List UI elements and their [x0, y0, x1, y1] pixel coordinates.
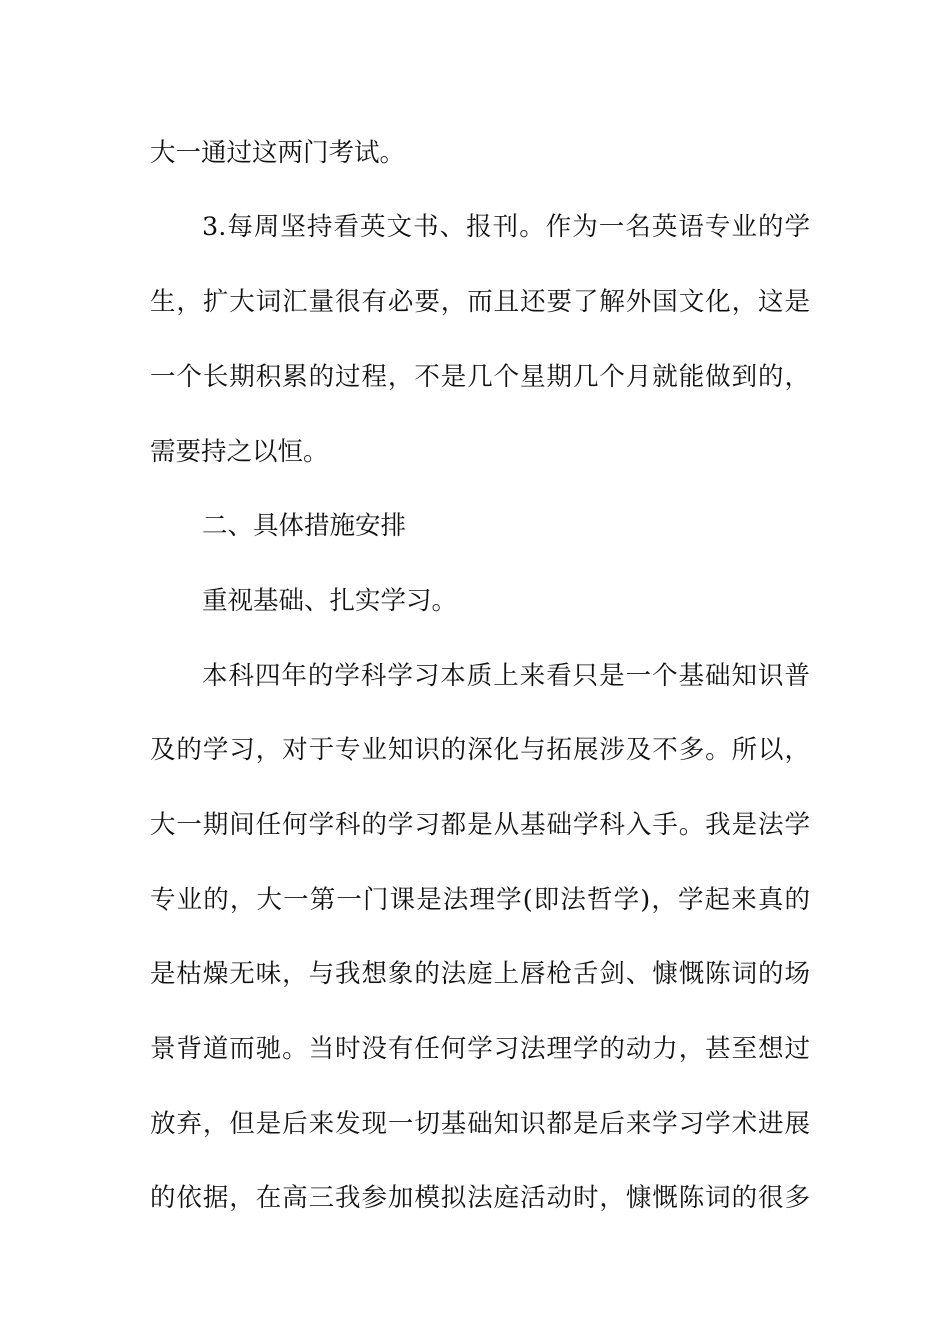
text-line: 放弃，但是后来发现一切基础知识都是后来学习学术进展	[150, 1109, 810, 1139]
text-line: 是枯燥无味，与我想象的法庭上唇枪舌剑、慷慨陈词的场	[150, 959, 810, 989]
text-line: 一个长期积累的过程，不是几个星期几个月就能做到的，	[150, 362, 810, 392]
text-line: 生，扩大词汇量很有必要，而且还要了解外国文化，这是	[150, 287, 810, 317]
text-line: 需要持之以恒。	[150, 437, 329, 467]
text-line: 本科四年的学科学习本质上来看只是一个基础知识普	[202, 661, 810, 691]
text-line: 重视基础、扎实学习。	[202, 586, 458, 616]
section-heading: 二、具体措施安排	[202, 511, 407, 541]
text-line: 及的学习，对于专业知识的深化与拓展涉及不多。所以，	[150, 735, 810, 765]
text-line: 大一通过这两门考试。	[150, 138, 406, 168]
text-line: 专业的，大一第一门课是法理学(即法哲学)，学起来真的	[150, 885, 810, 915]
text-line: 的依据，在高三我参加模拟法庭活动时，慷慨陈词的很多	[150, 1183, 810, 1213]
text-line: 景背道而驰。当时没有任何学习法理学的动力，甚至想过	[150, 1034, 810, 1064]
text-line: 大一期间任何学科的学习都是从基础学科入手。我是法学	[150, 810, 810, 840]
text-line: 3.每周坚持看英文书、报刊。作为一名英语专业的学	[202, 212, 810, 242]
